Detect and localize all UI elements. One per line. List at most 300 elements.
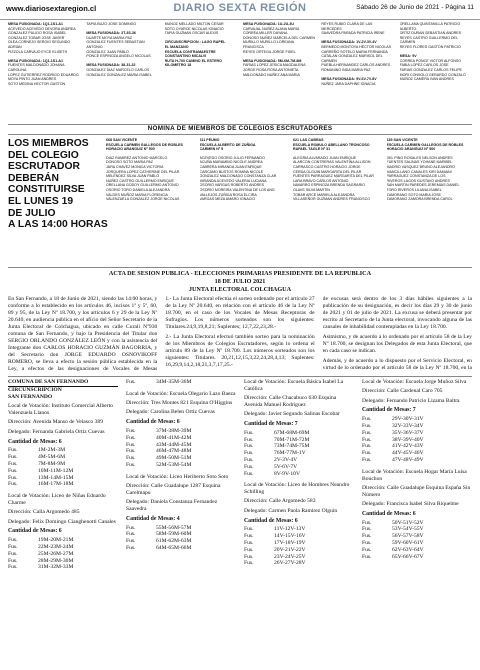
- member-name: MANCILLANO CANALES KIRI DAMIANI: [386, 169, 452, 174]
- voter-name: MURILLO MURILLO LOREANA FRANCISCA: [242, 40, 294, 49]
- newspaper-brand: DIARIO SEXTA REGIÓN: [173, 2, 307, 14]
- voter-name: FARIAS GONZALEZ CARLOS FELIPE: [399, 67, 462, 72]
- colegio-heading-line: 621 LAS CABRAS: [293, 138, 324, 142]
- acta-paragraph: En San Fernando, a 18 de Junio de 2021, siendo las 14:00 horas, y conforme a lo establecido en los artículos 46, incisos 1º y 5º, 60, 89 y 95, de la Ley Nº 18.700, y los artículos 6 y 29 de la Ley Nº 20.640, en audiencia pública en el afício del Señor Secretario de la Junta Electoral de Colchagua, ubicado en calle Curali Nº930 comuna de San Fernando, y bajo la Presidencia del Titular don SERGIO ORLANDO GONZÁLEZ LEÓN y con la asistencia del Integrante don CARLOS HORACIO GUZMÁN BAGORRIA, y del Secretario don JORGE EDUARDO OSNOVIKOFF ROMERO, se lleva a efecto la sesión pública establecida en la Ley, a efectos de las designaciones de Vocales de Mesas: [8, 296, 158, 372]
- voter-name: TAPIA BUZO JOSE DOMINGO: [86, 22, 137, 26]
- mesa-prefix: Fus.: [8, 537, 18, 544]
- big-heading-line: A LAS 14:00 HORAS: [8, 219, 108, 231]
- local-name: Local de Votación: Instituto Comercial Alberto Valenzuela Llanos: [8, 403, 113, 417]
- local-name: Local de Votación: Escuela Hogar María Luisa Bouchon: [362, 468, 467, 482]
- voter-name: MORI CONSOLO GERARDO GONZALO: [399, 72, 466, 77]
- mesa-prefix: Fus.: [8, 550, 18, 557]
- top-column: [86, 22, 158, 122]
- colegio-column: [293, 138, 379, 264]
- voter-name: DONOSO NUÑEZ MARCELA DEL CARMEN: [242, 35, 315, 40]
- voter-name: RUTA H-700 CAMINO EL ESTERO: [164, 58, 222, 63]
- big-heading-line: ESCRUTADOR: [8, 161, 80, 173]
- mesa-row: [8, 537, 118, 544]
- big-heading-line: CONSTITUIRSE: [8, 184, 85, 196]
- mesa-prefix: Fus.: [8, 557, 18, 564]
- big-notice-heading: [8, 138, 108, 231]
- mesa-heading: MESA FUSIONADA: 1U-2U-3U: [242, 22, 294, 26]
- mesa-prefix: Fus.: [126, 531, 136, 538]
- local-name: Local de Votación: Escuela Jorge Muñoz Silva: [362, 379, 467, 385]
- voter-name: CORREA PONCE VICTOR ALFONSO: [399, 58, 462, 63]
- member-name: MELENDEZ SILVA JUAN PABLO: [106, 174, 160, 179]
- mesa-value: 73M-74M-75M: [274, 443, 310, 450]
- mesas-count: Cantidad de Mesas: 6: [244, 517, 298, 524]
- mesa-value: 41V-42V-43V: [392, 443, 424, 450]
- mesa-value: 40M-41M-42M: [156, 434, 192, 441]
- voter-name: FARIAS LOPEZ JESICA MAGDALENA: [242, 63, 306, 68]
- member-name: ACEVEDO OSORIO JULIO FERNANDO: [199, 155, 265, 160]
- mesa-prefix: Fus.: [362, 546, 372, 553]
- mesa-prefix: Fus.: [244, 526, 254, 533]
- member-name: ZAMORANO ZAMORA BRENDA CAROL: [386, 197, 453, 202]
- local-address: Dirección: Avenida Manso de Velasco 389: [8, 419, 104, 426]
- colegio-heading-line: ESCUELA CARMEN GALLEGOS DE ROBLES: [106, 142, 183, 147]
- member-name: DEL PINO ROSALES NELSON ANDRES: [386, 155, 453, 160]
- mesa-prefix: Fus.: [244, 443, 254, 450]
- voter-name: MUÑOZ CAMERA IVAN ANDRES: [399, 77, 454, 82]
- mesa-prefix: Fus.: [126, 448, 136, 455]
- mesa-prefix: Fus.: [362, 436, 372, 443]
- mesa-row: [244, 547, 354, 554]
- mesa-row: [8, 544, 118, 551]
- mesa-heading: MESA FUSIONADA: 3T-3S-36: [86, 31, 136, 36]
- member-name: CARRASCO CASTRO HORACIO JORGE: [293, 164, 361, 169]
- mesa-prefix: Fus.: [362, 526, 372, 533]
- local-name: Local de Votación: Liceo Heriberto Soto Soto: [126, 473, 229, 480]
- mesa-value: 56V-57V-58V: [392, 533, 424, 540]
- mesa-value: 50V-51V-52V: [392, 519, 424, 526]
- mesa-prefix: Fus.: [126, 544, 136, 551]
- local-name: Local de Votación: Liceo de Hombres Neandro Schilling: [244, 482, 350, 496]
- local-delegate: Delegado: Carmen Paola Ramirez Olguín: [244, 507, 338, 514]
- colegio-heading-line: HORACIO ARANGUIZ Nº 500: [106, 147, 155, 152]
- mesa-prefix: Fus.: [244, 450, 254, 457]
- voter-name: REYES RUBIO CLARA DE LAS MERCEDES: [321, 22, 373, 31]
- colegio-heading-line: ESCUELA ROMULO ABELLANO TRONCOSO: [293, 142, 370, 147]
- mesa-value: 37M-38M-39M: [156, 427, 192, 434]
- voter-name: GONZALEZ GONZALEZ MARIA ISABEL: [86, 72, 152, 77]
- mesa-value: 67M-68M-69M: [274, 429, 310, 436]
- mesa-prefix: Fus.: [8, 467, 18, 474]
- member-name: RIVEROS LAGOS GUSTAVO ANDRES: [386, 178, 450, 183]
- member-name: VALENZUELA GONZALEZ JORGE NICOLAS: [106, 197, 180, 202]
- mesa-value: 46M-47M-48M: [156, 448, 192, 455]
- mesa-prefix: Fus.: [362, 429, 372, 436]
- mesa-prefix: Fus.: [244, 463, 254, 470]
- top-mesa-columns: [8, 22, 472, 122]
- mesa-prefix: Fus.: [126, 441, 136, 448]
- acta-line-2: 18 DE JULIO 2021: [214, 278, 266, 285]
- mesa-heading: MESA FUSIONADA: 1V-2V-3V-4V: [321, 40, 377, 45]
- acta-body: [8, 296, 472, 372]
- mesa-value: 31M-32M-33M: [38, 564, 74, 571]
- voter-name: GONZALEZ JUAN PABLO: [86, 49, 129, 54]
- member-name: PARRAGUEZ CONSTANZA DE LOS: [386, 174, 446, 179]
- mesa-prefix: Fus.: [126, 524, 136, 531]
- mesa-value: 14V-15V-16V: [274, 533, 306, 540]
- voter-name: ROMANINO INDA MARIA PAZ: [321, 67, 371, 72]
- mesa-value: 22M-23M-24M: [38, 543, 74, 550]
- colegio-heading-line: CARMEN Nº 5: [199, 147, 224, 152]
- colegio-heading: [106, 138, 192, 152]
- big-heading-line: DEL COLEGIO: [8, 149, 79, 161]
- voter-name: GONZALEZ FUENTES SEBASTIAN ANTONIO: [86, 40, 145, 49]
- mesa-row: [362, 437, 472, 444]
- mesa-row: [244, 560, 354, 567]
- mesa-row: [126, 455, 236, 462]
- local-delegate: Delegado: Javier Segundo Salinas Escobar: [244, 411, 340, 418]
- mesa-value: 49M-50M-51M: [156, 455, 192, 462]
- mesa-row: [126, 545, 236, 552]
- mesa-row: [362, 457, 472, 464]
- member-name: NUÑEZ CASTRO GUILLERMO ENRIQUE: [106, 178, 174, 183]
- voter-name: BERMEDO MONTOYA HECTOR NICOLAS: [321, 44, 392, 49]
- colegio-heading-line: ESCUELA ALBERTO DE ZUÑIGA: [199, 142, 256, 147]
- mesa-prefix: Fus.: [8, 543, 18, 550]
- acta-paragraph-column: [323, 296, 472, 372]
- member-name: OLAVE SILVA MARTIN: [293, 187, 330, 192]
- mesa-prefix: Fus.: [8, 564, 18, 571]
- acta-paragraph: de excusas será dentro de los 3 días hábiles siguientes a la publicación de su designación, es decir los días 29 y 30 de junio de 2021 y 01 de julio de 2021. La excusa se deberá presentar por escrito al Secretario de la Junta electoral, invocando alguna de las causales de inhabilidad contempladas en la Ley 18.700.: [322, 296, 472, 330]
- mesa-prefix: Fus.: [362, 443, 372, 450]
- colegio-heading-line: RAFAEL TAGLE Nº 31: [293, 147, 331, 152]
- mesa-row: [244, 450, 354, 457]
- mesa-row: [362, 533, 472, 540]
- mesa-row: [126, 428, 236, 435]
- big-heading-line: DE JULIO: [8, 207, 56, 219]
- mesa-prefix: Fus.: [244, 553, 254, 560]
- local-delegate: Delegado: Carolina Belen Ortiz Cuevas: [126, 409, 215, 416]
- mesa-value: 7M-8M-9M: [38, 460, 66, 467]
- mesa-prefix: Fus.: [126, 434, 136, 441]
- voter-name: KILOMETRO 18: [164, 63, 192, 68]
- acta-line-3: JUNTA ELECTORAL COLCHAGUA: [188, 286, 292, 293]
- mesa-prefix: Fus.: [362, 450, 372, 457]
- voter-name: MUNOZ MELLADO MILTON CESAR: [164, 22, 224, 26]
- member-name: ACUÑA MARAMBIO NICOLE ANDREA: [199, 160, 263, 165]
- member-name: GONZALEZ MALDONADO CONSTANZA CLAR: [199, 174, 277, 179]
- mesa-row: [126, 531, 236, 538]
- mesa-prefix: Fus.: [362, 416, 372, 423]
- voter-name: NUÑEZ JARA DAPHNE IGNACIA: [321, 81, 376, 86]
- mesa-prefix: Fus.: [244, 539, 254, 546]
- mesa-row: [126, 538, 236, 545]
- commune-header: [8, 379, 118, 400]
- mesa-row: [244, 471, 354, 478]
- member-name: OSORIO VARGAS ROBERTO ANDRES: [199, 183, 265, 188]
- colegio-heading: [200, 138, 286, 152]
- member-name: DONOSO SOTO MARIA PAZ: [106, 160, 153, 165]
- voter-name: TAPIA GUZMAN OSCAR ALEXIS: [164, 31, 219, 36]
- spacer: [362, 560, 472, 565]
- mesa-value: 11V-12V-13V: [274, 526, 306, 533]
- local-address: Dirección: Calle Guadalupe 1287 Esquina Carelmapu: [126, 483, 221, 496]
- mesas-count: Cantidad de Mesas: 6: [362, 510, 416, 517]
- voter-name: GONZALEZ DIAZ MARCELO CARLOS: [86, 67, 150, 72]
- date-page: Sábado 26 de Junio de 2021 - Página 11: [356, 4, 474, 11]
- top-column: [243, 22, 315, 122]
- voter-name: REYES CASTRO GUILLERMO DEL CARMEN: [399, 35, 458, 45]
- voter-name: GONZALEZ PULIDO ROSA ISABEL: [8, 31, 67, 36]
- big-heading-line: LOS MIEMBROS: [8, 138, 89, 149]
- voter-name: REYES ORTEGA JORGE FIDEL: [242, 49, 296, 54]
- member-name: ORELLANA GODOY GUILLERMO ANTONIO: [106, 183, 179, 188]
- mesa-value: 65V-66V-67V: [392, 553, 424, 560]
- mesa-value: 55M-56M-57M: [156, 524, 192, 531]
- member-name: MIRANDA ACEVEDO VALERIA LUCIANA: [199, 178, 267, 183]
- voter-name: LOPEZ GUTIERREZ RODRIGO EDUARDO: [8, 72, 79, 77]
- acta-paragraph: 2.- La Junta Electoral efectuó también sorteo para la nominación de los Miembros de Colegios Escrutadores, según lo ordena el artículo 89 de la Ley Nº 18.700. Los números sorteados son los siguientes: Titulares. 20,21,12,15,3,22,24,28,4,13; Suplentes: 16,29,9,14,2,18,21,3,7,17,25.-: [165, 334, 315, 368]
- mesa-value: 43M-44M-45M: [156, 441, 192, 448]
- voter-name: JORGE ROSA ROSA ANTONIETA: [242, 67, 299, 72]
- mesa-value: 4M-5M-6M: [38, 454, 66, 461]
- member-name: CABRERA MIRANDA JUAN ENRIQUE: [199, 164, 262, 169]
- member-name: ALARCON CONTRERAS VALENTINA ALLISON: [293, 160, 371, 165]
- voter-name: CATALAN GONZALEZ MARISOL DEL CARMEN: [321, 54, 383, 63]
- member-name: OSORIO TORO DANIELA ALEJANDRA: [106, 187, 170, 192]
- voter-name: ACEVEDO ACEVEDO DEVORA ANDREA: [8, 26, 76, 31]
- mesa-value: 2V-3V-4V: [274, 456, 298, 463]
- colegio-heading-line: 639 SAN VICENTE: [386, 138, 418, 142]
- mesa-prefix: Fus.: [362, 539, 372, 546]
- mesa-row: [8, 468, 118, 475]
- mesa-row: [8, 454, 118, 461]
- mesa-value: 32V-33V-34V: [392, 422, 424, 429]
- top-column: [400, 22, 472, 122]
- mesa-row: [362, 554, 472, 561]
- mesas-count: Cantidad de Mesas: 7: [244, 420, 298, 427]
- mesa-prefix: Fus.: [126, 427, 136, 434]
- big-heading-line: EL LUNES 19: [8, 195, 74, 207]
- mesa-prefix: Fus.: [8, 474, 18, 481]
- colegio-heading: [293, 138, 379, 152]
- member-name: DIAZ RAMIREZ ANTONIO MARCELO: [106, 155, 168, 160]
- local-delegate: Delegado: Francisca Isabel Silva Riquelme: [362, 500, 459, 507]
- mesa-prefix: Fus.: [8, 454, 18, 461]
- voter-name: EL MANZANO: [164, 44, 189, 49]
- acta-paragraph-column: [165, 296, 314, 372]
- mesa-value: 10M-11M-12M: [38, 467, 74, 474]
- commune-header-line: CIRCUNSCRIPCIÓN: [8, 386, 62, 393]
- voter-name: ORELLANA QUINTANILLA PATRICIO ALBERTO: [399, 22, 461, 31]
- member-name: VILLASEÑOR GUZMAN ANDRES FRANCISCO: [293, 197, 371, 202]
- mesa-row: [244, 437, 354, 444]
- mesa-row: [244, 457, 354, 464]
- member-name: VALDES MUÑOZ MARIA FLORENCIA: [106, 192, 168, 197]
- mesa-row: [8, 447, 118, 454]
- mesa-value: 38V-39V-40V: [392, 436, 424, 443]
- member-name: NAVARRO ESPINOZA BRENDA SAGRARIO: [293, 183, 365, 188]
- local-delegate: Delegado: Fernando Patricio Lizama Baltra: [362, 397, 460, 404]
- member-name: FUENTES PARRAGUEZ MARGARITA DEL PILAR: [293, 174, 375, 179]
- mesas-count: Cantidad de Mesas: 6: [126, 419, 180, 426]
- mesa-value: 19M-20M-21M: [38, 537, 74, 544]
- local-address: Dirección: Calla Argomedo 485: [8, 509, 80, 516]
- voter-name: REYES FLORES GASTON PATRICIO: [399, 44, 461, 49]
- local-delegate: Delegado: Felix Domingo Cianghenotti Canales: [8, 518, 116, 525]
- local-delegate: Delegado: Fernanda Gabriela Ortiz Cuevas: [8, 428, 105, 435]
- mesa-value: 47V-48V-49V: [392, 456, 424, 463]
- mesa-row: [362, 520, 472, 527]
- mesa-value: 5V-6V-7V: [274, 463, 298, 470]
- mesa-value: 35V-36V-37V: [392, 429, 424, 436]
- mesa-value: 62V-63V-64V: [392, 546, 424, 553]
- member-name: CARCAMO BUSTOS ROMINA NICOLE: [199, 169, 264, 174]
- mesa-value: 52M-53M-54M: [156, 461, 192, 468]
- local-address: Dirección: Tres Montes 821 Esquina O'Higgins: [126, 400, 233, 407]
- mesa-row: [362, 416, 472, 423]
- divider: [8, 376, 472, 377]
- mesa-heading: CIRCUNSCRIPCION : LAGO RAPEL: [164, 40, 226, 45]
- mesa-value: 64M-65M-66M: [156, 544, 192, 551]
- mesa-value: 59V-60V-61V: [392, 539, 424, 546]
- local-address: Dirección: Calle Cardenal Caro 705: [362, 388, 443, 395]
- commune-header-line: COMUNA DE SAN FERNANDO: [8, 379, 118, 387]
- mesas-count: Cantidad de Mesas: 7: [362, 407, 416, 414]
- voter-name: FABIA LOPEZ CARLOS JOSE: [399, 63, 449, 68]
- mesa-row: [126, 442, 236, 449]
- mesa-prefix: Fus.: [244, 429, 254, 436]
- mesa-row: [8, 551, 118, 558]
- mesa-row: [8, 481, 118, 488]
- local-name: Local de Votación: Escuela Olegario Lazo Baeza: [126, 390, 236, 397]
- voter-name: ESCUELA CONTRAMAESTRE: [164, 49, 216, 54]
- mesa-row: [244, 540, 354, 547]
- voter-name: ORTIZ DURAN SEBASTIAN ANDRES: [399, 31, 462, 36]
- mesa-value: 1M-2M-3M: [38, 447, 66, 454]
- member-name: TORO RIVEROS LILIANA ISABEL: [386, 187, 442, 192]
- voter-name: CONSTANTINO MICALVI: [164, 54, 207, 59]
- page-header: [0, 0, 480, 20]
- member-name: ALEGRIA ALVARADO JUAN ENRIQUE: [293, 155, 356, 160]
- mesa-value: 53V-54V-55V: [392, 526, 424, 533]
- mesa-value: 29V-30V-31V: [392, 416, 424, 423]
- mesa-heading: MESA FUSIONADA: 38-31-32: [86, 63, 136, 68]
- mesa-row: [126, 379, 236, 386]
- voter-name: MOYA PINTO JUAN ANDRES: [8, 77, 57, 82]
- mesa-prefix: Fus.: [244, 470, 254, 477]
- commune-header-line: SAN FERNANDO: [8, 393, 53, 400]
- voter-name: GONZALEZ TOBAR JOSE JAVIER: [8, 35, 65, 40]
- voter-name: SOTO OYARCE NICOLAS IGNACIO: [164, 26, 224, 31]
- mesa-row: [244, 533, 354, 540]
- divider: [8, 134, 472, 135]
- member-name: CERDA OLGUIN MARGARITA DEL PILAR: [293, 169, 362, 174]
- mesa-row: [244, 430, 354, 437]
- mesa-prefix: Fus.: [244, 533, 254, 540]
- acta-line-1: ACTA DE SESION PUBLICA - ELECCIONES PRIMARIAS PRESIDENTE DE LA REPUBLICA: [108, 270, 372, 277]
- mesa-value: 20V-21V-22V: [274, 546, 306, 553]
- divider: [8, 267, 472, 268]
- mesa-prefix: Fus.: [362, 519, 372, 526]
- spacer: [126, 552, 236, 557]
- member-name: SAN MARTIN PAREDES JEREMIAS DANIEL: [386, 183, 460, 188]
- mesa-value: 28M-29M-30M: [38, 557, 74, 564]
- member-name: VALLEJOS ZUÑIGA ROSA ELCIRA: [199, 192, 257, 197]
- mesa-heading: MESA FUSIONADA: 5V-6V-7V-8V: [321, 77, 377, 82]
- acta-paragraph-column: [8, 296, 157, 372]
- voter-name: PUEBLA HERNANDEZ CARLOS ANDRES: [321, 63, 391, 68]
- mesa-value: 26V-27V-28V: [274, 560, 306, 567]
- mesa-prefix: Fus.: [244, 456, 254, 463]
- member-name: MADRID VASQUEZ BRUNO ALEJANDRO: [386, 164, 455, 169]
- mesa-row: [8, 558, 118, 565]
- mesa-row: [126, 435, 236, 442]
- member-name: JARA CHAVEZ MONICA VICTORIA: [106, 164, 164, 169]
- local-delegate: Delegado: Daniela Constanza Fernandez Saavedra: [126, 499, 218, 512]
- mesa-value: 34M-35M-36M: [156, 379, 192, 385]
- mesa-row: [244, 554, 354, 561]
- acta-paragraph: Además, y de acuerdo a lo dispuesto por el Servicio Electoral, en virtud de lo ordenado por el artículo 58 de la Ley Nº 18.700, en la: [322, 358, 472, 371]
- mesa-prefix: Fus.: [362, 553, 372, 560]
- mesa-prefix: Fus.: [244, 546, 254, 553]
- mesa-prefix: Fus.: [126, 455, 136, 462]
- mesa-row: [8, 564, 118, 571]
- mesa-row: [362, 450, 472, 457]
- mesa-row: [244, 526, 354, 533]
- local-name: Local de Votación: Liceo de Niñas Eduardo Charme: [8, 493, 106, 506]
- acta-paragraph: Asimismo, y de acuerdo a lo ordenado por el artículo 58 de la Ley Nº 18.700, se designan los Delegados de esta Junta Electoral, que en cada caso se indican.: [322, 334, 472, 354]
- mesa-value: 44V-45V-46V: [392, 450, 424, 457]
- mesa-prefix: Fus.: [244, 560, 254, 567]
- acta-paragraph: 1.- La Junta Electoral efectúa el sorteo ordenado por el artículo 27 de la Ley Nº 20.640, en relación con el artículo 46 de la Ley Nº 18.700, en el caso de los Vocales de Mesas Receptoras de Sufragios. Los números sorteados son los siguientes: Titulares.24,9,19,8,21; Suplentes; 12,7,22,23,28.-: [165, 296, 315, 330]
- mesa-prefix: Fus.: [244, 436, 254, 443]
- top-column: [165, 22, 237, 122]
- spacer: [8, 571, 118, 576]
- local-address: Dirección: Calle Argomedo 583: [244, 498, 316, 505]
- mesa-heading: MESA FUSIONADA: 1Q1-1S1-A1: [8, 58, 63, 63]
- mesa-row: [126, 525, 236, 532]
- colegio-heading-line: ESCUELA CARMEN GALLEGOS DE ROBLES: [386, 142, 464, 147]
- mesa-value: 23V-24V-25V: [274, 553, 306, 560]
- mesa-prefix: Fus.: [126, 379, 136, 385]
- locales-column: [244, 379, 354, 667]
- mesa-prefix: Fus.: [8, 447, 18, 454]
- colegio-column: [200, 138, 286, 264]
- mesa-row: [362, 526, 472, 533]
- mesa-value: 76M-77M-1V: [274, 450, 306, 457]
- mesa-row: [362, 540, 472, 547]
- top-column: [8, 22, 80, 122]
- mesa-row: [362, 423, 472, 430]
- top-column: [321, 22, 393, 122]
- voter-name: SAAVEDRA PARADA PATRICIA IRENE: [321, 31, 385, 36]
- mesa-prefix: Fus.: [362, 533, 372, 540]
- mesa-value: 25M-26M-27M: [38, 550, 74, 557]
- member-name: ZAMORANO SOTO MARIA JOSE: [386, 192, 441, 197]
- member-name: FUENTES SALINAS YOHANE MARIBEL: [386, 160, 453, 165]
- mesas-count: Cantidad de Mesas: 6: [8, 438, 62, 445]
- mesa-row: [362, 547, 472, 554]
- mesa-value: 8V-9V-10V: [274, 470, 301, 477]
- mesa-value: 70M-71M-72M: [274, 436, 310, 443]
- colegios-band-title: NOMINA DE MIEMBROS DE COLEGIOS ESCRUTADORES: [147, 125, 333, 132]
- voter-name: FUENTES MALDONADO JOHANA CAROLINA: [8, 63, 65, 72]
- big-heading-line: DEBERÁN: [8, 172, 59, 184]
- locales-column: [362, 379, 472, 667]
- member-name: LARA BRAVO CARLOS ANTONIO: [293, 178, 349, 183]
- local-address: Dirección: Calle Guadalupe Esquina España Sin Número: [362, 484, 471, 498]
- mesa-prefix: Fus.: [362, 422, 372, 429]
- mesa-value: 58M-59M-60M: [156, 531, 192, 538]
- mesa-row: [8, 475, 118, 482]
- member-name: JORQUERA LOPEZ CATHERINE DEL PILAR: [106, 169, 180, 174]
- mesa-value: 17V-18V-19V: [274, 539, 306, 546]
